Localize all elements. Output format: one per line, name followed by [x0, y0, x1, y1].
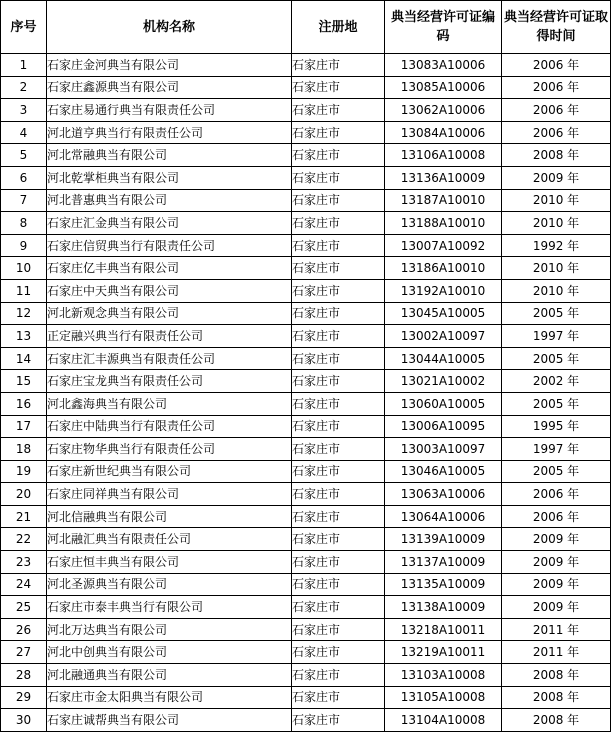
institution-name-cell: 河北常融典当有限公司: [47, 144, 292, 167]
license-year-cell: 2010 年: [502, 189, 611, 212]
registered-location-cell: 石家庄市: [292, 370, 385, 393]
registered-location-cell: 石家庄市: [292, 392, 385, 415]
license-year-cell: 2006 年: [502, 99, 611, 122]
institution-name-cell: 石家庄同祥典当有限公司: [47, 483, 292, 506]
institution-name-cell: 石家庄易通行典当有限责任公司: [47, 99, 292, 122]
institution-name-cell: 石家庄汇金典当有限公司: [47, 212, 292, 235]
registered-location-cell: 石家庄市: [292, 279, 385, 302]
table-row: [1, 212, 611, 235]
header-serial-number: 序号: [1, 1, 47, 54]
table-row: [1, 347, 611, 370]
institution-name-cell: 石家庄鑫源典当有限公司: [47, 76, 292, 99]
license-code-cell: 13192A10010: [385, 279, 502, 302]
license-code-cell: 13085A10006: [385, 76, 502, 99]
table-row: [1, 257, 611, 280]
serial-number-cell: 13: [1, 325, 47, 348]
registered-location-cell: 石家庄市: [292, 257, 385, 280]
license-code-cell: 13021A10002: [385, 370, 502, 393]
table-row: [1, 189, 611, 212]
license-year-cell: 1992 年: [502, 234, 611, 257]
license-year-cell: 2006 年: [502, 54, 611, 77]
license-code-cell: 13186A10010: [385, 257, 502, 280]
license-code-cell: 13188A10010: [385, 212, 502, 235]
serial-number-cell: 26: [1, 618, 47, 641]
license-year-cell: 2005 年: [502, 460, 611, 483]
serial-number-cell: 23: [1, 551, 47, 574]
table-row: [1, 438, 611, 461]
institution-name-cell: 石家庄中陆典当行有限责任公司: [47, 415, 292, 438]
registered-location-cell: 石家庄市: [292, 438, 385, 461]
registered-location-cell: 石家庄市: [292, 641, 385, 664]
registered-location-cell: 石家庄市: [292, 212, 385, 235]
institution-name-cell: 河北融通典当有限公司: [47, 664, 292, 687]
serial-number-cell: 1: [1, 54, 47, 77]
serial-number-cell: 3: [1, 99, 47, 122]
license-code-cell: 13139A10009: [385, 528, 502, 551]
table-row: [1, 460, 611, 483]
institution-name-cell: 石家庄信贸典当行有限责任公司: [47, 234, 292, 257]
license-year-cell: 2006 年: [502, 505, 611, 528]
serial-number-cell: 17: [1, 415, 47, 438]
table-row: [1, 166, 611, 189]
registered-location-cell: 石家庄市: [292, 618, 385, 641]
registered-location-cell: 石家庄市: [292, 144, 385, 167]
table-row: [1, 686, 611, 709]
institution-name-cell: 石家庄诚帮典当有限公司: [47, 709, 292, 732]
license-code-cell: 13136A10009: [385, 166, 502, 189]
serial-number-cell: 20: [1, 483, 47, 506]
serial-number-cell: 29: [1, 686, 47, 709]
registered-location-cell: 石家庄市: [292, 686, 385, 709]
license-year-cell: 2009 年: [502, 596, 611, 619]
license-code-cell: 13003A10097: [385, 438, 502, 461]
license-code-cell: 13045A10005: [385, 302, 502, 325]
serial-number-cell: 30: [1, 709, 47, 732]
table-header-row: [1, 1, 611, 54]
license-code-cell: 13219A10011: [385, 641, 502, 664]
table-row: [1, 392, 611, 415]
registered-location-cell: 石家庄市: [292, 302, 385, 325]
serial-number-cell: 24: [1, 573, 47, 596]
table-row: [1, 302, 611, 325]
institution-name-cell: 石家庄市金太阳典当有限公司: [47, 686, 292, 709]
serial-number-cell: 28: [1, 664, 47, 687]
institution-name-cell: 石家庄亿丰典当有限公司: [47, 257, 292, 280]
table-body: [1, 54, 611, 732]
license-year-cell: 2006 年: [502, 483, 611, 506]
registered-location-cell: 石家庄市: [292, 460, 385, 483]
institution-name-cell: 河北道亨典当行有限责任公司: [47, 121, 292, 144]
registered-location-cell: 石家庄市: [292, 505, 385, 528]
license-year-cell: 2002 年: [502, 370, 611, 393]
serial-number-cell: 15: [1, 370, 47, 393]
institution-name-cell: 河北乾掌柜典当有限公司: [47, 166, 292, 189]
license-code-cell: 13044A10005: [385, 347, 502, 370]
license-year-cell: 1997 年: [502, 438, 611, 461]
serial-number-cell: 4: [1, 121, 47, 144]
institution-name-cell: 河北信融典当有限公司: [47, 505, 292, 528]
license-code-cell: 13103A10008: [385, 664, 502, 687]
table-row: [1, 573, 611, 596]
license-code-cell: 13064A10006: [385, 505, 502, 528]
table-row: [1, 618, 611, 641]
license-code-cell: 13105A10008: [385, 686, 502, 709]
serial-number-cell: 18: [1, 438, 47, 461]
license-code-cell: 13062A10006: [385, 99, 502, 122]
serial-number-cell: 8: [1, 212, 47, 235]
license-code-cell: 13083A10006: [385, 54, 502, 77]
header-institution-name: 机构名称: [47, 1, 292, 54]
serial-number-cell: 14: [1, 347, 47, 370]
serial-number-cell: 7: [1, 189, 47, 212]
license-code-cell: 13084A10006: [385, 121, 502, 144]
registered-location-cell: 石家庄市: [292, 596, 385, 619]
registered-location-cell: 石家庄市: [292, 709, 385, 732]
license-code-cell: 13002A10097: [385, 325, 502, 348]
table-row: [1, 370, 611, 393]
registered-location-cell: 石家庄市: [292, 347, 385, 370]
license-year-cell: 2011 年: [502, 641, 611, 664]
license-year-cell: 2006 年: [502, 76, 611, 99]
serial-number-cell: 19: [1, 460, 47, 483]
license-year-cell: 2010 年: [502, 212, 611, 235]
license-year-cell: 2009 年: [502, 166, 611, 189]
institution-name-cell: 河北融汇典当有限责任公司: [47, 528, 292, 551]
registered-location-cell: 石家庄市: [292, 189, 385, 212]
license-code-cell: 13137A10009: [385, 551, 502, 574]
license-year-cell: 2006 年: [502, 121, 611, 144]
license-year-cell: 1995 年: [502, 415, 611, 438]
registered-location-cell: 石家庄市: [292, 664, 385, 687]
header-license-year: 典当经营许可证取得时间: [502, 1, 611, 54]
license-year-cell: 2009 年: [502, 573, 611, 596]
registered-location-cell: 石家庄市: [292, 573, 385, 596]
license-year-cell: 2008 年: [502, 664, 611, 687]
license-code-cell: 13104A10008: [385, 709, 502, 732]
institution-name-cell: 石家庄宝龙典当有限责任公司: [47, 370, 292, 393]
institution-name-cell: 石家庄市泰丰典当行有限公司: [47, 596, 292, 619]
registered-location-cell: 石家庄市: [292, 483, 385, 506]
serial-number-cell: 2: [1, 76, 47, 99]
registered-location-cell: 石家庄市: [292, 415, 385, 438]
table-row: [1, 325, 611, 348]
table-row: [1, 279, 611, 302]
serial-number-cell: 10: [1, 257, 47, 280]
table-row: [1, 483, 611, 506]
table-row: [1, 234, 611, 257]
license-code-cell: 13046A10005: [385, 460, 502, 483]
registered-location-cell: 石家庄市: [292, 76, 385, 99]
license-year-cell: 2008 年: [502, 709, 611, 732]
license-year-cell: 2005 年: [502, 347, 611, 370]
license-year-cell: 2008 年: [502, 144, 611, 167]
license-code-cell: 13138A10009: [385, 596, 502, 619]
license-year-cell: 2005 年: [502, 302, 611, 325]
license-code-cell: 13135A10009: [385, 573, 502, 596]
registered-location-cell: 石家庄市: [292, 551, 385, 574]
serial-number-cell: 25: [1, 596, 47, 619]
table-row: [1, 54, 611, 77]
serial-number-cell: 21: [1, 505, 47, 528]
license-year-cell: 1997 年: [502, 325, 611, 348]
institution-name-cell: 河北万达典当有限公司: [47, 618, 292, 641]
registered-location-cell: 石家庄市: [292, 166, 385, 189]
serial-number-cell: 9: [1, 234, 47, 257]
table-row: [1, 144, 611, 167]
license-code-cell: 13063A10006: [385, 483, 502, 506]
institution-name-cell: 石家庄恒丰典当有限公司: [47, 551, 292, 574]
institution-name-cell: 河北圣源典当有限公司: [47, 573, 292, 596]
institution-name-cell: 石家庄汇丰源典当有限责任公司: [47, 347, 292, 370]
license-code-cell: 13060A10005: [385, 392, 502, 415]
license-year-cell: 2010 年: [502, 257, 611, 280]
header-registered-location: 注册地: [292, 1, 385, 54]
serial-number-cell: 16: [1, 392, 47, 415]
table-row: [1, 415, 611, 438]
license-code-cell: 13106A10008: [385, 144, 502, 167]
registered-location-cell: 石家庄市: [292, 121, 385, 144]
table-row: [1, 551, 611, 574]
table-row: [1, 528, 611, 551]
institution-name-cell: 石家庄物华典当行有限责任公司: [47, 438, 292, 461]
license-code-cell: 13218A10011: [385, 618, 502, 641]
license-year-cell: 2008 年: [502, 686, 611, 709]
institution-name-cell: 石家庄新世纪典当有限公司: [47, 460, 292, 483]
table-row: [1, 596, 611, 619]
registered-location-cell: 石家庄市: [292, 99, 385, 122]
table-row: [1, 99, 611, 122]
registered-location-cell: 石家庄市: [292, 325, 385, 348]
serial-number-cell: 5: [1, 144, 47, 167]
serial-number-cell: 27: [1, 641, 47, 664]
table-row: [1, 505, 611, 528]
license-year-cell: 2010 年: [502, 279, 611, 302]
license-year-cell: 2009 年: [502, 528, 611, 551]
serial-number-cell: 11: [1, 279, 47, 302]
institution-name-cell: 石家庄金河典当有限公司: [47, 54, 292, 77]
table-row: [1, 709, 611, 732]
serial-number-cell: 22: [1, 528, 47, 551]
table-row: [1, 121, 611, 144]
header-license-code: 典当经营许可证编码: [385, 1, 502, 54]
serial-number-cell: 6: [1, 166, 47, 189]
license-code-cell: 13007A10092: [385, 234, 502, 257]
license-year-cell: 2011 年: [502, 618, 611, 641]
license-code-cell: 13187A10010: [385, 189, 502, 212]
registered-location-cell: 石家庄市: [292, 234, 385, 257]
license-code-cell: 13006A10095: [385, 415, 502, 438]
license-year-cell: 2009 年: [502, 551, 611, 574]
institution-name-cell: 河北新观念典当有限公司: [47, 302, 292, 325]
table-row: [1, 641, 611, 664]
table-row: [1, 664, 611, 687]
institution-name-cell: 河北中创典当有限公司: [47, 641, 292, 664]
registered-location-cell: 石家庄市: [292, 528, 385, 551]
institution-name-cell: 正定融兴典当行有限责任公司: [47, 325, 292, 348]
institution-name-cell: 河北鑫海典当有限公司: [47, 392, 292, 415]
license-year-cell: 2005 年: [502, 392, 611, 415]
table-row: [1, 76, 611, 99]
institution-name-cell: 河北普惠典当有限公司: [47, 189, 292, 212]
institution-name-cell: 石家庄中天典当有限公司: [47, 279, 292, 302]
registered-location-cell: 石家庄市: [292, 54, 385, 77]
serial-number-cell: 12: [1, 302, 47, 325]
